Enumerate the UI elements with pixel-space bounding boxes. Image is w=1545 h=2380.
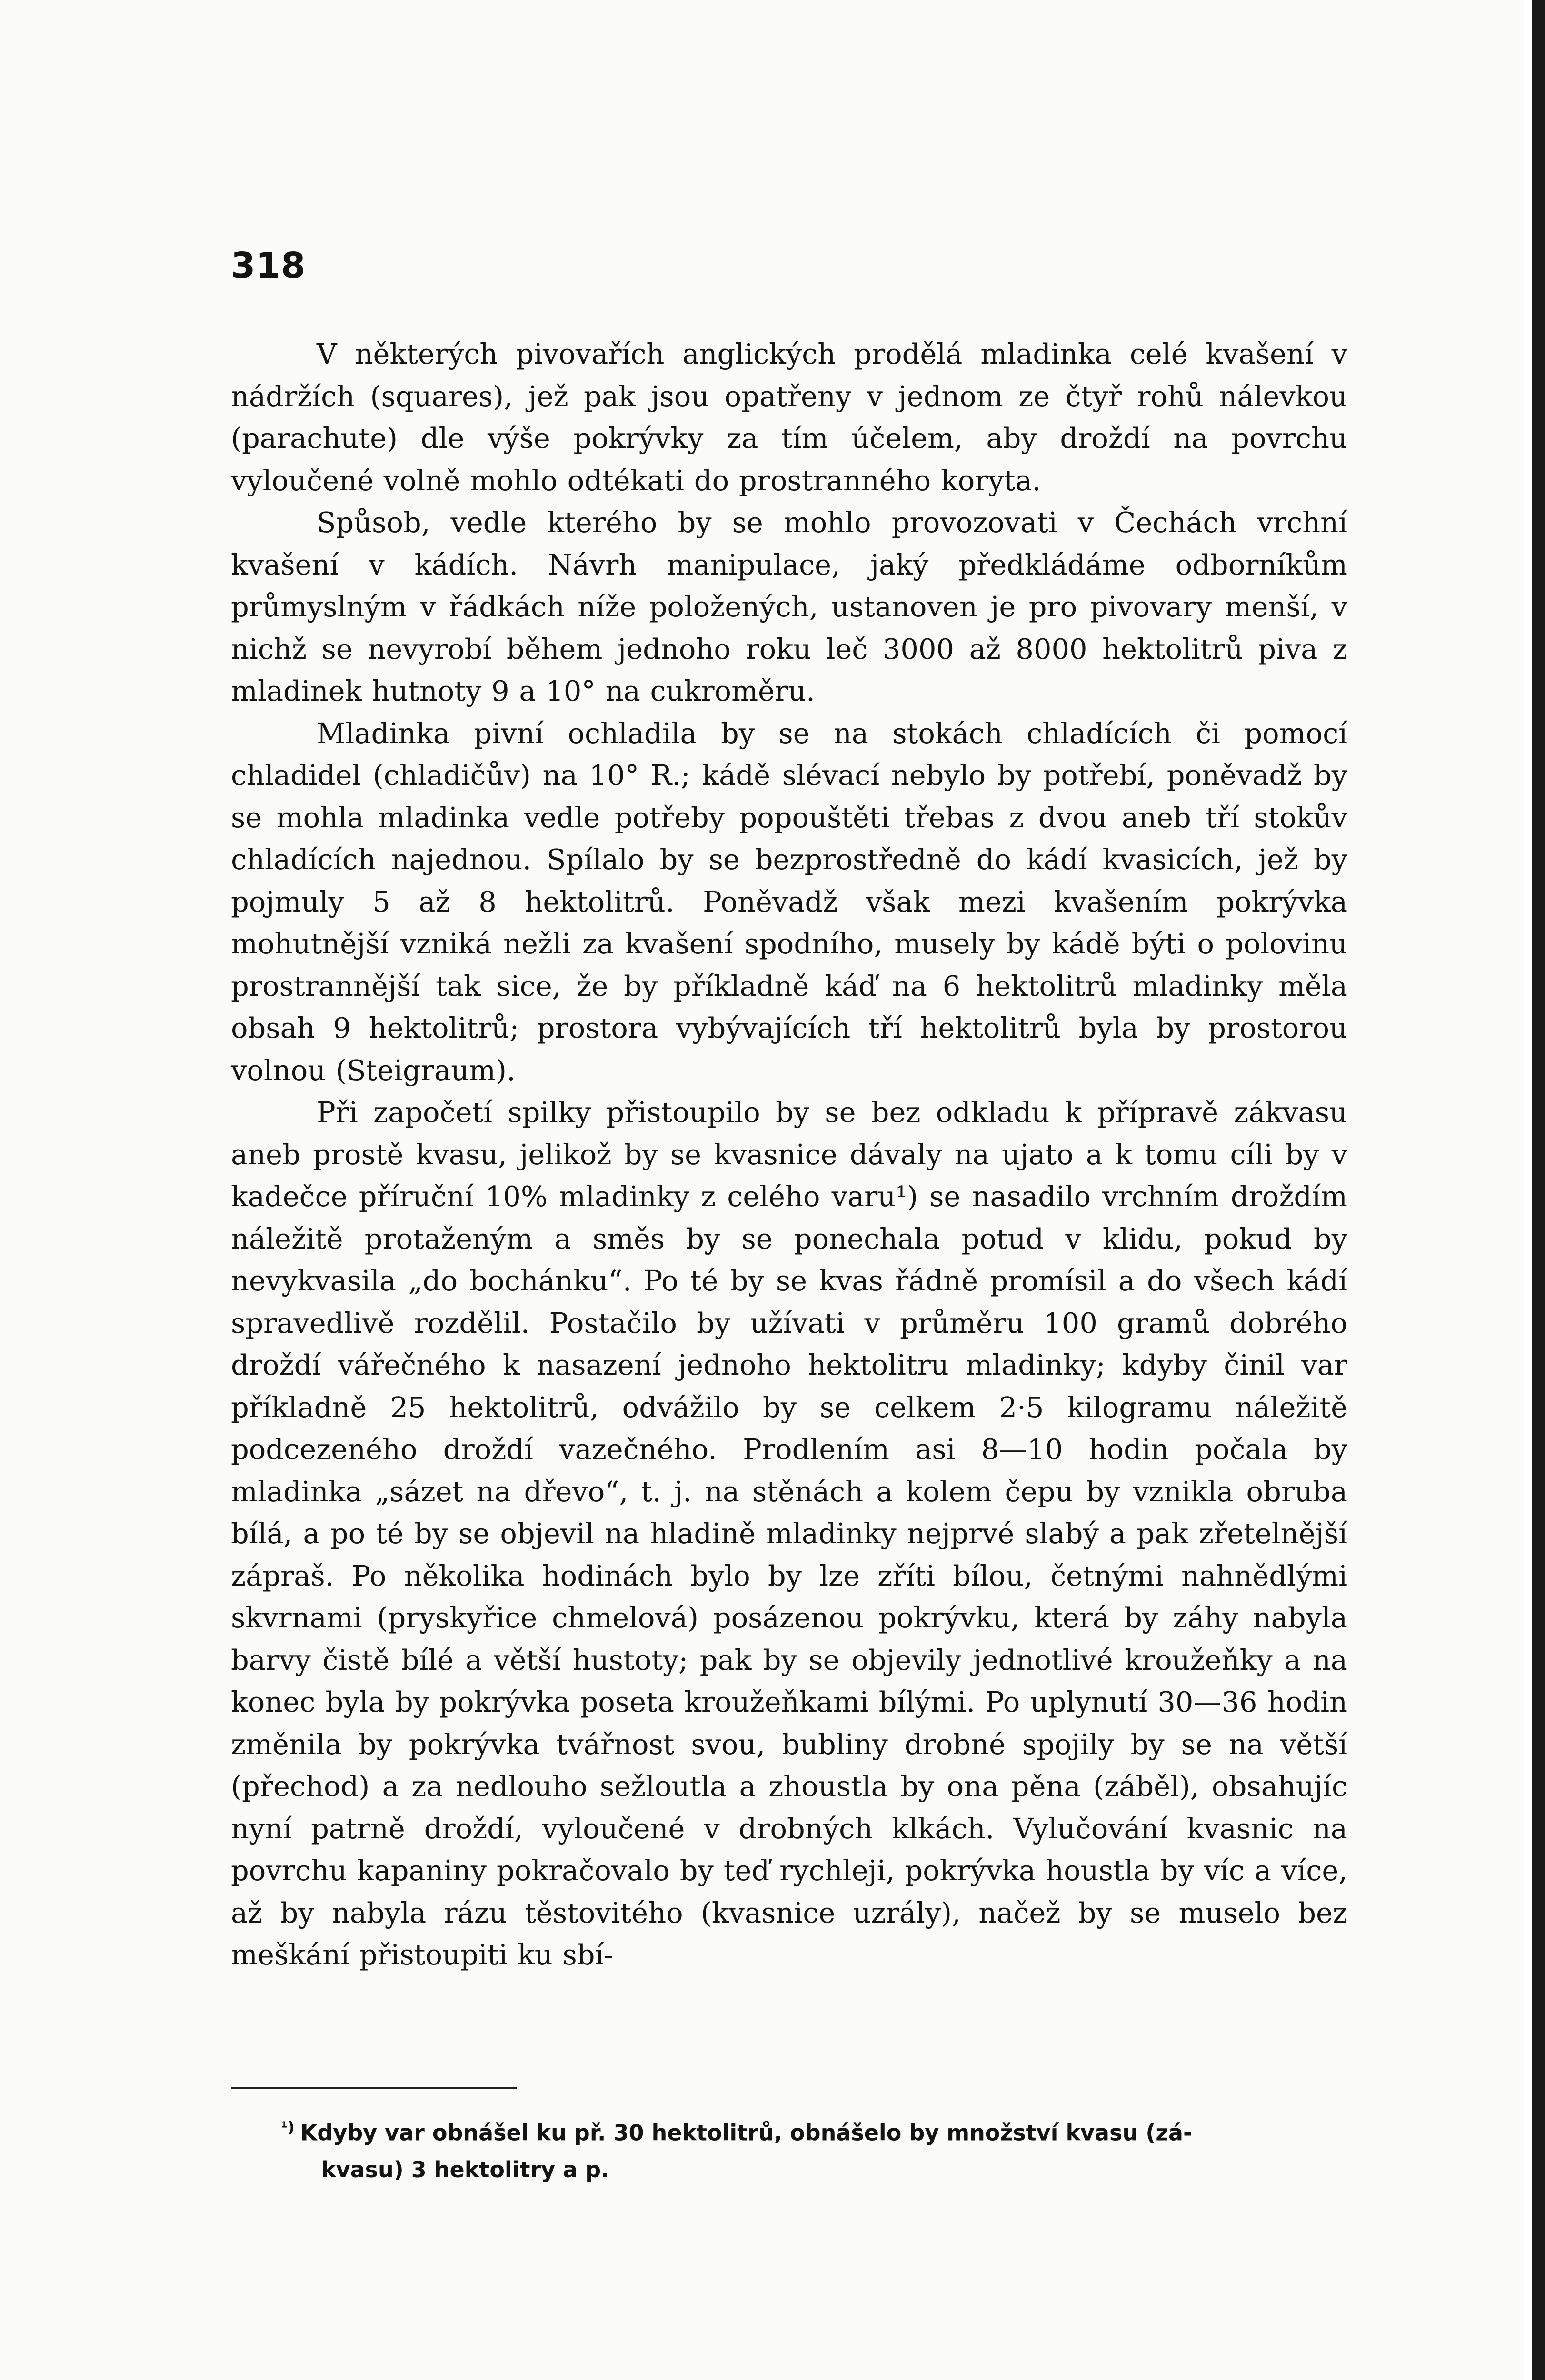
- body-text: [231, 333, 1347, 1976]
- footnote-line-2: kvasu) 3 hektolitry a p.: [321, 2157, 609, 2183]
- footnote-text-1: Kdyby var obnášel ku př. 30 hektolitrů, obnášelo by množství kvasu (zá-: [300, 2120, 1193, 2146]
- paragraph-3: Mladinka pivní ochladila by se na stokách chladících či pomocí chladidel (chladičův) na 10° R.; kádě slévací nebylo by potřebí, poněvadž by se mohla mladinka vedle potřeby popouštěti třebas z dvou aneb tří stokův chladících najednou. Spílalo by se bezprostředně do kádí kvasicích, jež by pojmuly 5 až 8 hektolitrů. Poněvadž však mezi kvašením pokrývka mohutnější vzniká nežli za kvašení spodního, musely by kádě býti o polovinu prostrannější tak sice, že by příkladně káď na 6 hektolitrů mladinky měla obsah 9 hektolitrů; prostora vybývajících tří hektolitrů byla by prostorou volnou (Steigraum).: [231, 716, 1347, 1087]
- paragraph-2: Spůsob, vedle kterého by se mohlo provozovati v Čechách vrchní kvašení v kádích. Návrh manipulace, jaký předkládáme odborníkům průmyslným v řádkách níže položených, ustanoven je pro pivovary menší, v nichž se nevyrobí během jednoho roku leč 3000 až 8000 hektolitrů piva z mladinek hutnoty 9 a 10° na cukroměru.: [231, 506, 1347, 707]
- paragraph-4: Při započetí spilky přistoupilo by se bez odkladu k přípravě zákvasu aneb prostě kvasu, jelikož by se kvasnice dávaly na ujato a k tomu cíli by v kadečce příruční 10% mladinky z celého varu¹) se nasadilo vrchním droždím náležitě protaženým a směs by se ponechala potud v klidu, pokud by nevykvasila „do bochánku“. Po té by se kvas řádně promísil a do všech kádí spravedlivě rozdělil. Postačilo by užívati v průměru 100 gramů dobrého droždí vářečného k nasazení jednoho hektolitru mladinky; kdyby činil var příkladně 25 hektolitrů, odvážilo by se celkem 2·5 kilogramu náležitě podcezeného droždí vazečného. Prodlením asi 8—10 hodin počala by mladinka „sázet na dřevo“, t. j. na stěnách a kolem čepu by vznikla obruba bílá, a po té by se objevil na hladině mladinky nejprvé slabý a pak zřetelnější zápraš. Po několika hodinách bylo by lze zříti bílou, četnými nahnědlými skvrnami (pryskyřice chmelová) posázenou pokrývku, která by záhy nabyla barvy čistě bílé a větší hustoty; pak by se objevily jednotlivé kroužeňky a na konec byla by pokrývka poseta kroužeňkami bílými. Po uplynutí 30—36 hodin změnila by pokrývka tvářnost svou, bubliny drobné spojily by se na větší (přechod) a za nedlouho sežloutla a zhoustla by ona pěna (záběl), obsahujíc nyní patrně droždí, vyloučené v drobných klkách. Vylučování kvasnic na povrchu kapaniny pokračovalo by teď rychleji, pokrývka houstla by víc a více, až by nabyla rázu těstovitého (kvasnice uzrály), načež by se muselo bez meškání přistoupiti ku sbí-: [231, 1096, 1347, 1971]
- paragraph-1: V některých pivovařích anglických prodělá mladinka celé kvašení v nádržích (squares), jež pak jsou opatřeny v jednom ze čtyř rohů nálevkou (parachute) dle výše pokrývky za tím účelem, aby droždí na povrchu vyloučené volně mohlo odtékati do prostranného koryta.: [231, 337, 1347, 497]
- footnote-mark: ¹): [281, 2118, 295, 2136]
- page-number: 318: [231, 245, 306, 286]
- footnote-divider: [231, 2087, 517, 2089]
- footnote-line-1: [281, 2109, 1347, 2151]
- scan-border: [1532, 0, 1545, 2380]
- footnote: [281, 2109, 1347, 2188]
